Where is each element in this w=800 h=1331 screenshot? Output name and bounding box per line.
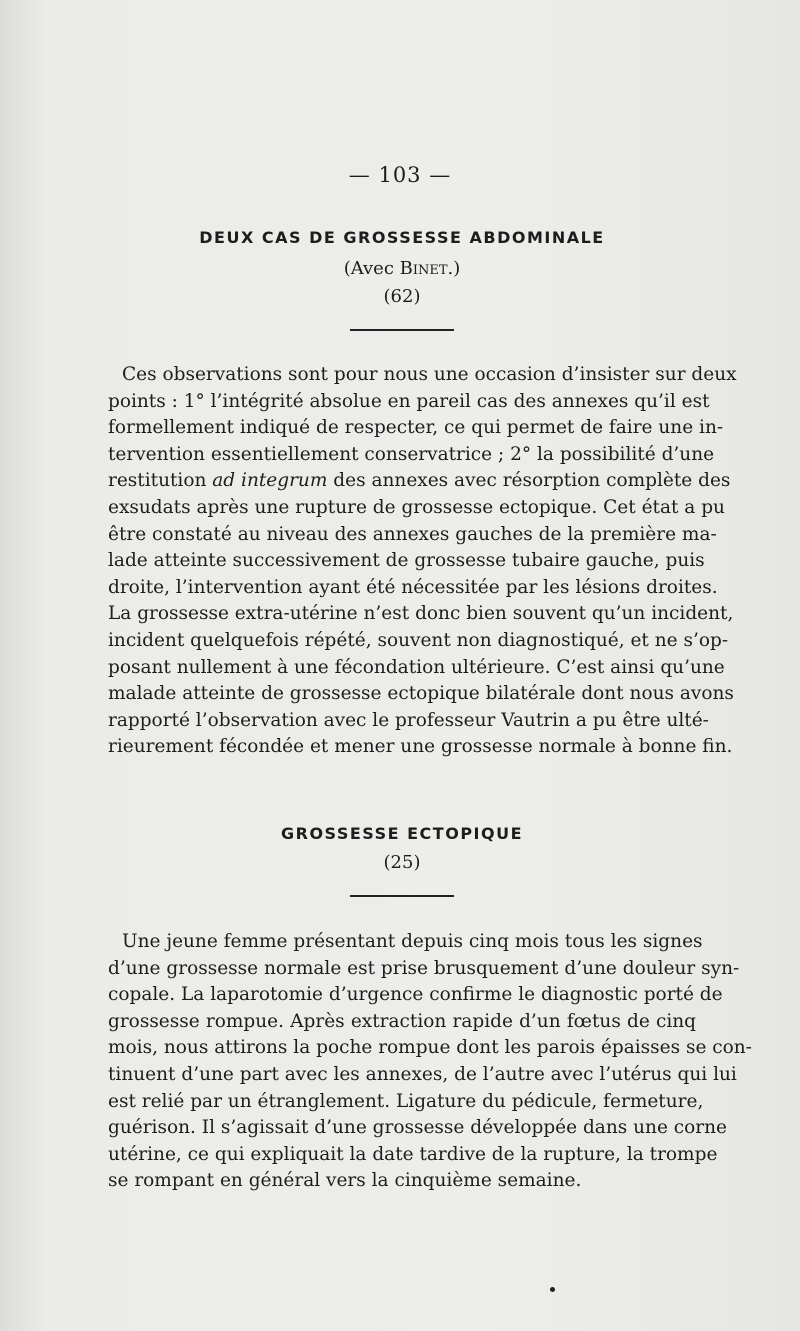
section-ref: (25): [383, 852, 421, 873]
section-author: [108, 255, 696, 283]
section-ectopique: [108, 824, 752, 1195]
text-line: rapporté l’observation avec le professeur Vautrin a pu être ulté-: [108, 709, 709, 731]
text-line: tinuent d’une part avec les annexes, de l’autre avec l’utérus qui lui: [108, 1063, 737, 1085]
text-line: Ces observations sont pour nous une occasion d’insister sur deux: [122, 364, 737, 385]
text-line: droite, l’intervention ayant été nécessitée par les lésions droites.: [108, 576, 718, 598]
text-line: La grossesse extra-utérine n’est donc bien souvent qu’un incident,: [108, 603, 734, 625]
text-line: rieurement fécondée et mener une grossesse normale à bonne fin.: [108, 736, 733, 758]
text-line: malade atteinte de grossesse ectopique bilatérale dont nous avons: [108, 683, 734, 705]
author-name: Binet: [399, 258, 448, 279]
text-line: guérison. Il s’agissait d’une grossesse développée dans une corne: [108, 1117, 727, 1139]
text-line: mois, nous attirons la poche rompue dont les parois épaisses se con-: [108, 1037, 752, 1059]
text-line: copale. La laparotomie d’urgence confirme le diagnostic porté de: [108, 984, 723, 1006]
page-number: — 103 —: [348, 163, 452, 187]
author-suffix: .): [447, 258, 461, 279]
divider-rule: [350, 895, 454, 897]
text-line: posant nullement à une fécondation ultérieure. C’est ainsi qu’une: [108, 656, 725, 678]
section-title: DEUX CAS DE GROSSESSE ABDOMINALE: [199, 228, 605, 247]
section-ref: (62): [383, 286, 421, 307]
divider-rule: [350, 329, 454, 331]
text-line: exsudats après une rupture de grossesse ectopique. Cet état a pu: [108, 496, 725, 518]
text-line: utérine, ce qui expliquait la date tardive de la rupture, la trompe: [108, 1143, 718, 1165]
text-line: points : 1° l’intégrité absolue en pareil cas des annexes qu’il est: [108, 390, 710, 412]
italic-term: ad integrum: [212, 470, 328, 492]
section-body: [108, 362, 737, 761]
author-prefix: (Avec: [343, 258, 400, 279]
text-line-mixed: [108, 468, 731, 495]
ink-speck: [550, 1287, 555, 1292]
text-line: grossesse rompue. Après extraction rapide d’un fœtus de cinq: [108, 1010, 696, 1032]
section-body: [108, 929, 752, 1195]
text-line: se rompant en général vers la cinquième semaine.: [108, 1170, 582, 1192]
text-line: formellement indiqué de respecter, ce qui permet de faire une in-: [108, 417, 724, 439]
section-title: GROSSESSE ECTOPIQUE: [280, 824, 524, 843]
text-line: lade atteinte successivement de grossesse tubaire gauche, puis: [108, 550, 705, 572]
text-line: d’une grossesse normale est prise brusquement d’une douleur syn-: [108, 957, 740, 979]
text-fragment: restitution: [108, 470, 213, 492]
text-line: est relié par un étranglement. Ligature du pédicule, fermeture,: [108, 1090, 704, 1112]
text-line: être constaté au niveau des annexes gauches de la première ma-: [108, 523, 717, 545]
text-line: incident quelquefois répété, souvent non diagnostiqué, et ne s’op-: [108, 629, 729, 651]
section-abdominale: [108, 228, 737, 761]
text-line: Une jeune femme présentant depuis cinq mois tous les signes: [122, 931, 703, 952]
text-fragment: des annexes avec résorption complète des: [333, 470, 731, 492]
text-line: tervention essentiellement conservatrice ; 2° la possibilité d’une: [108, 443, 715, 465]
